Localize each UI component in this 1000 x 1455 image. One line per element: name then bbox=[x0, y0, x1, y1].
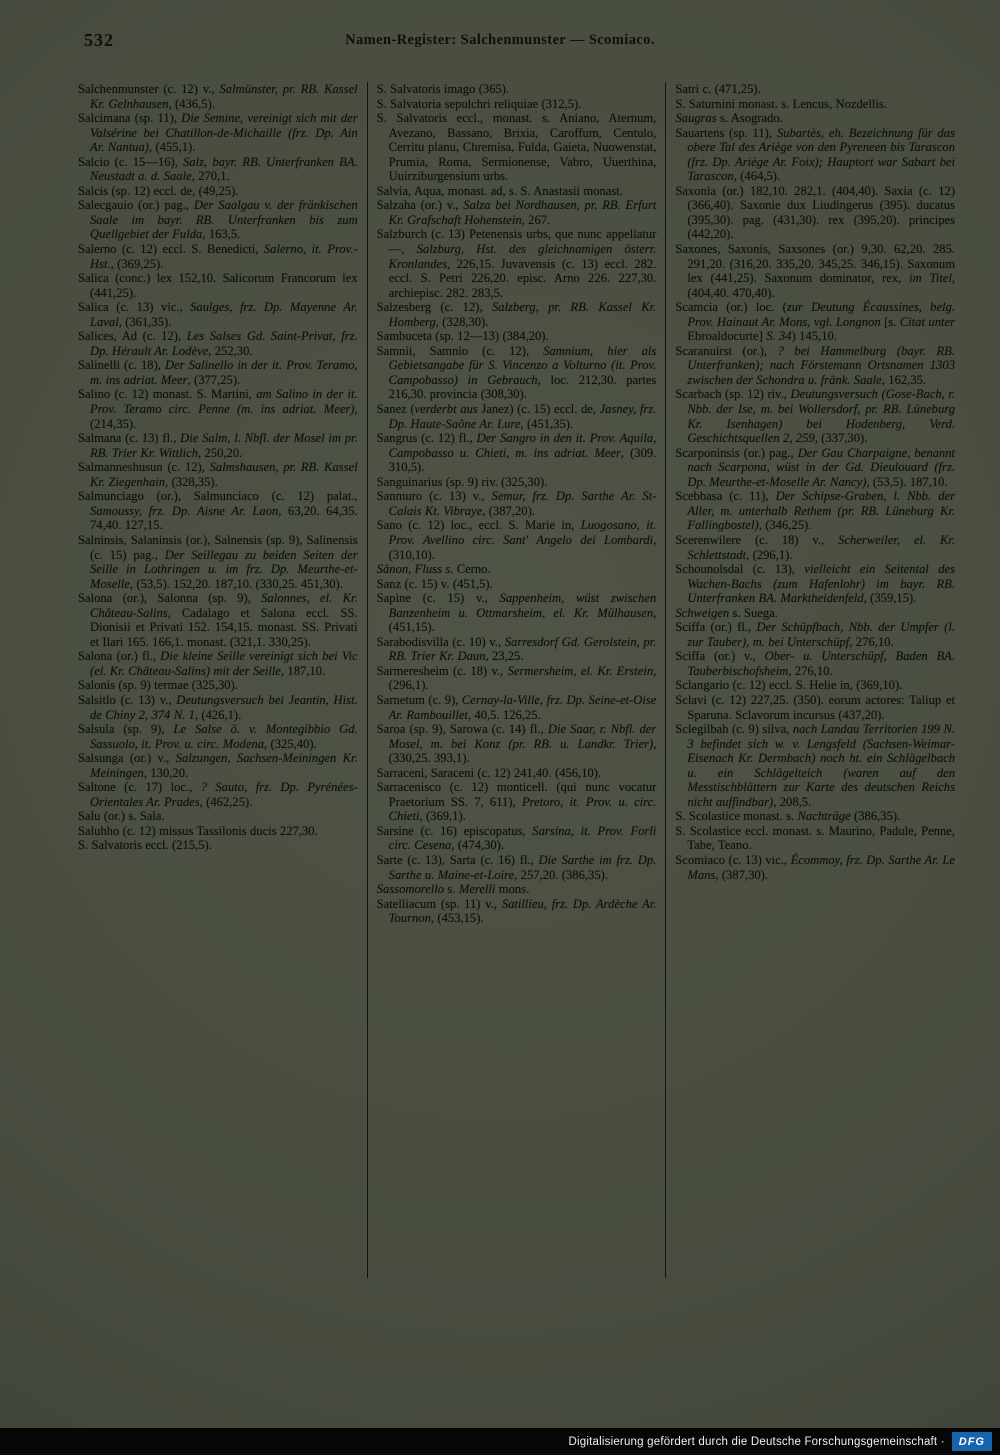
entry-text: Salerno, it. Prov.-Hst. bbox=[90, 242, 358, 271]
entry-text: , (404,40. 470,40). bbox=[687, 271, 956, 300]
index-entry bbox=[377, 431, 657, 475]
entry-text: Cerno. bbox=[453, 562, 491, 577]
entry-text: , (387,30). bbox=[715, 867, 769, 882]
index-entry bbox=[377, 82, 657, 97]
index-entry bbox=[377, 475, 657, 490]
index-entry bbox=[78, 824, 358, 839]
entry-text: , (330,25. 393,1). bbox=[388, 736, 657, 766]
entry-text: Deutungsversuch (Gose-Bach, r. Nbb. der Ise, m. bei Wollersdorf, pr. RB. Lüneburg Kr. Isenhagen) bei Hodenberg, Verd. Geschichtsquellen 2, 259 bbox=[687, 387, 956, 446]
entry-text: Le Salse ö. v. Montegibbio Gd. Sassuolo, it. Prov. u. circ. Modena bbox=[90, 722, 358, 751]
index-entry bbox=[675, 853, 955, 882]
entry-text: , (369,25). bbox=[110, 256, 164, 271]
entry-text: Cernay-la-Ville, frz. Dp. Seine-et-Oise Ar. Rambouillet bbox=[388, 692, 657, 722]
index-entry bbox=[675, 242, 955, 300]
entry-text: Satelliacum (sp. 11) v., bbox=[376, 896, 502, 911]
entry-text: , 226,15. Juvavensis (c. 13) eccl. 282. eccl. S. Petri 226,20. episc. Arno 226. 227,30. archiepisc. 282. 283,5. bbox=[388, 256, 657, 300]
entry-text: Janez) (c. 15) eccl. de, bbox=[477, 402, 600, 417]
index-entry bbox=[377, 562, 657, 577]
index-entry bbox=[78, 111, 358, 155]
entry-text: Luogosano, it. Prov. Avellino circ. Sant' Angelo dei Lombardi bbox=[388, 518, 657, 547]
entry-text: Die kleine Seille vereinigt sich bei Vic (el. Kr. Château-Salins) mit der Seille bbox=[90, 649, 358, 678]
index-entry bbox=[377, 635, 657, 664]
index-entry bbox=[78, 678, 358, 693]
entry-text: Sambuceta (sp. 12—13) (384,20). bbox=[376, 329, 549, 344]
entry-text: Salcis (sp. 12) eccl. de, (49,25). bbox=[78, 183, 239, 198]
entry-text: Die Semine, vereinigt sich mit der Valsérine bei Chatillon-de-Michaille (frz. Dp. Ain Ar. Nantua) bbox=[90, 111, 358, 155]
entry-text: nach Landau Territorien 199 N. 3 befindet sich w. v. Lengsfeld (Sachsen-Weimar-Eisenach Kr. Dermbach) noch ht. ein Schlägelbach u. ein Schlägelteich (waren auf den Messtischblättern zur Karte des deutschen Reichs nicht auffindbar) bbox=[687, 722, 956, 809]
entry-text: Sermersheim, el. Kr. Erstein bbox=[507, 663, 654, 678]
index-entry bbox=[675, 344, 955, 388]
entry-text: , 270,1. bbox=[191, 169, 230, 184]
index-entry bbox=[377, 97, 657, 112]
entry-text: Ebroaldocurte] bbox=[687, 329, 767, 344]
index-entry bbox=[377, 329, 657, 344]
entry-text: Scarponinsis (or.) pag., bbox=[675, 445, 798, 460]
entry-text: , (346,25). bbox=[758, 518, 812, 533]
entry-text: Saxones, Saxonis, Saxsones (or.) 9,30. 62,20. 285. 291,20. (316,20. 335,20. 345,25. 346,15). Saxonum lex (441,25). Saxonum dominator, rex, bbox=[675, 242, 956, 286]
index-entry bbox=[377, 897, 657, 926]
index-entry bbox=[675, 809, 955, 824]
entry-text: S. Scolastice monast. s. bbox=[675, 809, 798, 824]
index-entry bbox=[78, 809, 358, 824]
entry-text: Die Sarthe im frz. Dp. Sarthe u. Maine-et-Loire bbox=[388, 852, 657, 882]
index-entry bbox=[78, 431, 358, 460]
entry-text: Salu (or.) s. Sala. bbox=[78, 809, 165, 824]
index-entry bbox=[675, 97, 955, 112]
index-entry bbox=[377, 300, 657, 329]
entry-text: Sclavi (c. 12) 227,25. (350). eorum actores: Taliup et Sparuna. Sclavorum incursus (437,20). bbox=[675, 692, 956, 722]
entry-text: , (328,35). bbox=[165, 474, 218, 489]
entry-text: Sarraceni, Saraceni (c. 12) 241,40. (456,10). bbox=[376, 765, 602, 780]
index-columns bbox=[78, 82, 964, 1278]
entry-text: , (328,30). bbox=[435, 314, 489, 329]
entry-text: Deutungsversuch bei Jeantin, Hist. de Chiny 2, 374 N. 1 bbox=[90, 692, 358, 722]
entry-text: Der Schipse-Graben, l. Nbb. der Aller, m. unterhalb Rethem (pr. RB. Lüneburg Kr. Fallingbostel) bbox=[687, 489, 956, 533]
entry-text: Scamcia (or.) loc. ( bbox=[675, 300, 787, 315]
dfg-logo: DFG bbox=[952, 1432, 992, 1451]
entry-text: Salsunga (or.) v., bbox=[78, 751, 176, 766]
entry-text: S. Salvatoris eccl. (215,5). bbox=[78, 838, 212, 853]
index-entry bbox=[675, 620, 955, 649]
entry-text: , 130,20. bbox=[143, 765, 189, 780]
entry-text: , (310,10). bbox=[388, 532, 657, 562]
index-entry bbox=[377, 402, 657, 431]
entry-text: Salonnes, el. Kr. Château-Salins bbox=[90, 591, 358, 620]
entry-text: Samoussy, frz. Dp. Aisne Ar. Laon bbox=[90, 503, 279, 518]
entry-text: Scebbasa (c. 11), bbox=[675, 489, 776, 504]
entry-text: S. Saturnini monast. s. Lencus, Nozdellis. bbox=[675, 96, 887, 111]
index-entry bbox=[78, 489, 358, 533]
entry-text: , 187,10. bbox=[280, 663, 326, 678]
entry-text: , 163,5. bbox=[202, 227, 241, 242]
entry-text: Sanguinarius (sp. 9) riv. (325,30). bbox=[376, 474, 548, 489]
entry-text: , 276,10. bbox=[849, 634, 894, 649]
entry-text: Salica (conc.) lex 152,10. Salicorum Francorum lex (441,25). bbox=[78, 271, 358, 300]
entry-text: Saroa (sp. 9), Sarowa (c. 14) fl., bbox=[376, 722, 548, 737]
entry-text: , (387,20). bbox=[482, 503, 535, 518]
entry-text: , (474,30). bbox=[451, 838, 505, 853]
entry-text: Salz, bayr. RB. Unterfranken BA. Neustadt a. d. Saale bbox=[90, 154, 358, 184]
index-entry bbox=[78, 198, 358, 242]
page-header-row bbox=[0, 30, 1000, 54]
entry-text: Sano (c. 12) loc., eccl. S. Marie in, bbox=[376, 518, 581, 533]
index-entry bbox=[675, 446, 955, 490]
entry-text: Salmanneshusun (c. 12), bbox=[78, 460, 210, 475]
entry-text: im Titel bbox=[909, 271, 952, 286]
entry-text: Sciffa (or.) fl., bbox=[675, 620, 757, 635]
entry-text: Saulges, frz. Dp. Mayenne Ar. Laval bbox=[90, 300, 358, 329]
index-entry bbox=[377, 111, 657, 184]
entry-text: Der Schüpfbach, Nbb. der Umpfer (l. zur Tauber), m. bei Unterschüpf bbox=[687, 620, 956, 649]
entry-text: , (455,1). bbox=[148, 140, 196, 155]
entry-text: , (296,1). bbox=[746, 547, 793, 562]
entry-text: Subartès, eh. Bezeichnung für das obere Tal des Ariège von den Pyreneen bis Tarascon (frz. Dp. Ariège Ar. Foix); Hauptort war Sabart bei Tarascon bbox=[687, 125, 956, 184]
entry-text: Salzungen, Sachsen-Meiningen Kr. Meiningen bbox=[90, 751, 358, 780]
entry-text: Sappenheim, wüst zwischen Banzenheim u. Ottmarsheim, el. Kr. Mülhausen bbox=[388, 591, 657, 620]
index-entry bbox=[675, 606, 955, 621]
entry-text: verderbt aus bbox=[414, 402, 478, 417]
entry-text: , (53,5). 187,10. bbox=[866, 474, 948, 489]
index-entry bbox=[78, 358, 358, 387]
entry-text: Salmünster, pr. RB. Kassel Kr. Gelnhausen bbox=[90, 82, 358, 111]
index-entry bbox=[78, 155, 358, 184]
index-entry bbox=[78, 242, 358, 271]
entry-text: Der Salinello in der it. Prov. Teramo, m. ins adriat. Meer bbox=[90, 358, 358, 387]
entry-text: Sarsina, it. Prov. Forlì circ. Cesena bbox=[388, 823, 657, 853]
entry-text: s. Asogrado. bbox=[716, 111, 783, 126]
index-entry bbox=[675, 722, 955, 809]
index-entry bbox=[377, 824, 657, 853]
index-entry bbox=[377, 882, 657, 897]
entry-text: , (309. 310,5). bbox=[388, 445, 657, 475]
entry-text: Der Sangro in den it. Prov. Aquila, Campobasso u. Chieti, m. ins adriat. Meer bbox=[388, 431, 657, 460]
entry-text: Scherweiler, el. Kr. Schlettstadt bbox=[687, 532, 956, 562]
index-entry bbox=[675, 184, 955, 242]
index-entry bbox=[675, 533, 955, 562]
footer-credit-text: Digitalisierung gefördert durch die Deutsche Forschungsgemeinschaft · bbox=[568, 1435, 945, 1448]
entry-text: , (451,15). bbox=[388, 605, 657, 635]
entry-text: Scerenwilere (c. 18) v., bbox=[675, 532, 839, 547]
index-entry bbox=[78, 184, 358, 199]
entry-text: Sanez ( bbox=[376, 402, 415, 417]
entry-text: , (361,35). bbox=[118, 314, 172, 329]
index-entry bbox=[675, 387, 955, 445]
entry-text: , (453,15). bbox=[430, 911, 484, 926]
index-entry bbox=[78, 780, 358, 809]
entry-text: Salchenmunster (c. 12) v., bbox=[78, 82, 220, 96]
entry-text: Schweigen bbox=[675, 605, 730, 620]
entry-text: S. Scolastice eccl. monast. s. Maurino, Padule, Penne, Tabe, Teano. bbox=[675, 823, 956, 853]
entry-text: Écommoy, frz. Dp. Sarthe Ar. Le Mans bbox=[687, 852, 956, 882]
entry-text: Saxonia (or.) 182,10. 282,1. (404,40). Saxia (c. 12) (366,40). Saxonie dux Liudingerus (395). ducatus (395,30). pag. (431,30). rex (395,20). principes (442,20). bbox=[675, 183, 956, 242]
entry-text: , (464,5). bbox=[733, 169, 781, 184]
entry-text: Schounolsdal (c. 13), bbox=[675, 562, 805, 577]
entry-text: vielleicht ein Seitental des Wachen-Bachs (zum Hafenlohr) im bayr. RB. Unterfranken BA. Marktheidenfeld bbox=[687, 562, 956, 606]
index-entry bbox=[377, 693, 657, 722]
entry-text: Sarmeresheim (c. 18) v., bbox=[376, 663, 508, 678]
entry-text: , 257,20. (386,35). bbox=[514, 867, 608, 882]
index-entry bbox=[377, 227, 657, 300]
entry-text: ) 145,10. bbox=[791, 329, 837, 344]
entry-text: Salmana (c. 13) fl., bbox=[78, 431, 181, 446]
index-entry bbox=[78, 751, 358, 780]
entry-text: Salona (or.), Salonna (sp. 9), bbox=[78, 591, 262, 606]
index-column-1 bbox=[78, 82, 367, 1278]
entry-text: Salzberg, pr. RB. Kassel Kr. Homberg bbox=[388, 300, 657, 329]
entry-text: S. 34 bbox=[766, 329, 792, 344]
entry-text: Sarnetum (c. 9), bbox=[376, 692, 462, 707]
index-entry bbox=[78, 533, 358, 591]
page-number: 532 bbox=[84, 30, 114, 50]
entry-text: Salinelli (c. 18), bbox=[78, 358, 165, 373]
index-entry bbox=[78, 722, 358, 751]
entry-text: Sarresdorf Gd. Gerolstein, pr. RB. Trier Kr. Daun bbox=[388, 634, 657, 664]
entry-text: Salmshausen, pr. RB. Kassel Kr. Ziegenhain bbox=[90, 460, 358, 489]
index-column-2 bbox=[367, 82, 666, 1278]
entry-text: zur Deutung Écaussines, belg. Prov. Hainaut Ar. Mons, vgl. Longnon bbox=[687, 300, 956, 329]
entry-text: Salzaha (or.) v., bbox=[376, 198, 464, 213]
entry-text: , (369,1). bbox=[419, 809, 466, 824]
index-entry bbox=[675, 693, 955, 722]
index-column-3 bbox=[665, 82, 964, 1278]
entry-text: Salsula (sp. 9), bbox=[78, 722, 174, 737]
entry-text: , (325,40). bbox=[264, 736, 317, 751]
entry-text: Salcimana (sp. 11), bbox=[78, 111, 182, 126]
entry-text: , (426,1). bbox=[194, 707, 242, 722]
entry-text: Satillieu, frz. Dp. Ardèche Ar. Tournon bbox=[388, 896, 657, 926]
entry-text: [s. bbox=[880, 314, 900, 329]
entry-text: am Salino in der it. Prov. Teramo circ. Penne (m. ins adriat. Meer) bbox=[90, 387, 358, 417]
index-entry bbox=[675, 111, 955, 126]
index-entry bbox=[675, 82, 955, 97]
digitization-footer-bar bbox=[0, 1428, 1000, 1455]
entry-text: Salonis (sp. 9) termae (325,30). bbox=[78, 678, 238, 693]
entry-text: Scarbach (sp. 12) riv., bbox=[675, 387, 791, 402]
entry-text: Saltone (c. 17) loc., bbox=[78, 780, 201, 795]
index-entry bbox=[675, 489, 955, 533]
index-entry bbox=[675, 126, 955, 184]
entry-text: Sarabodisvilla (c. 10) v., bbox=[376, 634, 505, 649]
entry-text: Les Salses Gd. Saint-Privat, frz. Dp. Hérault Ar. Lodève bbox=[90, 329, 358, 358]
entry-text: Sclangario (c. 12) eccl. S. Helie in, (369,10). bbox=[675, 678, 903, 693]
entry-text: , 252,30. bbox=[208, 343, 253, 358]
index-entry bbox=[675, 649, 955, 678]
entry-text: S. Salvatoris eccl., monast. s. Aniano, Aternum, Avezano, Bassano, Brixia, Caroffum, Centulo, Cerritu planu, Chremisa, Fulda, Gaieta, Nuowenstat, Prumia, Roma, Sermionense, Vabro, Uuerthina, Uuirziburgensium urbs. bbox=[376, 111, 657, 184]
index-entry bbox=[78, 591, 358, 649]
entry-text: ? Sauto, frz. Dp. Pyrénées-Orientales Ar. Prades bbox=[90, 780, 358, 809]
index-entry bbox=[675, 300, 955, 344]
entry-text: Saluhho (c. 12) missus Tassilonis ducis 227,30. bbox=[78, 823, 318, 838]
entry-text: , 63,20. 64,35. 74,40. 127,15. bbox=[90, 503, 358, 533]
entry-text: Der Gau Charpaigne, benannt nach Scarpona, wüst in der Gd. Dieulouard (frz. Dp. Meurthe-et-Moselle Ar. Nancy) bbox=[687, 445, 956, 489]
entry-text: , 267. bbox=[521, 212, 551, 227]
entry-text: , (377,25). bbox=[187, 372, 241, 387]
index-entry bbox=[78, 387, 358, 431]
entry-text: Semur, frz. Dp. Sarthe Ar. St-Calais Kt. Vibraye bbox=[388, 489, 657, 518]
entry-text: Nachträge bbox=[797, 809, 851, 824]
index-entry bbox=[78, 82, 358, 111]
entry-text: , 40,5. 126,25. bbox=[467, 707, 541, 722]
entry-text: Salninsis, Salaninsis (or.), Salnensis (sp. 9), Salinensis (c. 15) pag., bbox=[78, 532, 358, 562]
entry-text: Salzesberg (c. 12), bbox=[376, 300, 492, 315]
entry-text: , 276,10. bbox=[788, 663, 833, 678]
entry-text: Sarracenisco (c. 12) monticell. (qui nunc vocatur Praetorium SS. 7, 611), bbox=[376, 780, 657, 809]
entry-text: Der Seillegau zu beiden Seiten der Seille in Lothringen u. im frz. Dp. Meurthe-et-Moselle bbox=[90, 547, 358, 591]
entry-text: , 23,25. bbox=[485, 649, 524, 664]
index-entry bbox=[78, 271, 358, 300]
index-entry bbox=[377, 722, 657, 766]
index-entry bbox=[78, 838, 358, 853]
entry-text: Salsitlo (c. 13) v., bbox=[78, 692, 177, 707]
entry-text: Salerno (c. 12) eccl. S. Benedicti, bbox=[78, 242, 264, 257]
index-entry bbox=[377, 664, 657, 693]
index-entry bbox=[377, 766, 657, 781]
entry-text: Salino (c. 12) monast. S. Martini, bbox=[78, 387, 257, 402]
entry-text: Sanmuro (c. 13) v., bbox=[376, 489, 492, 504]
entry-text: Die Salm, l. Nbfl. der Mosel im pr. RB. Trier Kr. Wittlich bbox=[90, 431, 358, 460]
entry-text: Samnium, hier als Gebietsangabe für S. Vincenzo a Volturno (it. Prov. Campobasso) in Gebrauch bbox=[388, 343, 657, 387]
entry-text: Salices, Ad (c. 12), bbox=[78, 329, 187, 344]
entry-text: Der Saalgau v. der fränkischen Saale im bayr. RB. Unterfranken bis zum Quellgebiet der Fulda bbox=[90, 198, 358, 242]
entry-text: , Cadalago et Salona eccl. SS. Dionisii et Privati 152. 154,15. monast. SS. Privati et Ilari 165. 166,1. monast. (321,1. 330,25). bbox=[90, 605, 358, 649]
entry-text: , (296,1). bbox=[388, 663, 657, 693]
entry-text: , (359,15). bbox=[863, 591, 917, 606]
entry-text: Sclegilbah (c. 9) silva, bbox=[675, 722, 793, 737]
entry-text: S. Salvatoris imago (365). bbox=[376, 82, 510, 96]
index-entry bbox=[377, 198, 657, 227]
entry-text: Sarsine (c. 16) episcopatus, bbox=[376, 823, 533, 838]
index-entry bbox=[377, 489, 657, 518]
entry-text: Satri c. (471,25). bbox=[675, 82, 761, 96]
entry-text: Salica (c. 13) vic., bbox=[78, 300, 191, 315]
entry-text: Sanz (c. 15) v. (451,5). bbox=[376, 576, 493, 591]
entry-text: Pretoro, it. Prov. u. circ. Chieti bbox=[388, 794, 657, 824]
index-entry bbox=[377, 184, 657, 199]
entry-text: Samnii, Samnio (c. 12), bbox=[376, 343, 544, 358]
entry-text: Salmunciago (or.), Salmunciaco (c. 12) palat., bbox=[78, 489, 358, 504]
entry-text: Merelli bbox=[458, 882, 496, 897]
index-entry bbox=[377, 577, 657, 592]
index-entry bbox=[377, 591, 657, 635]
index-entry bbox=[78, 460, 358, 489]
index-entry bbox=[78, 329, 358, 358]
index-entry bbox=[78, 693, 358, 722]
entry-text: Salza bei Nordhausen, pr. RB. Erfurt Kr. Grafschaft Hohenstein bbox=[388, 198, 657, 227]
entry-text: , (451,35). bbox=[520, 416, 574, 431]
entry-text: Salcio (c. 15—16), bbox=[78, 154, 184, 169]
entry-text: , (214,35). bbox=[90, 402, 358, 431]
entry-text: Saugras bbox=[675, 111, 717, 126]
index-entry bbox=[78, 300, 358, 329]
entry-text: Salzburch (c. 13) Petenensis urbs, que nunc appellatur —, bbox=[376, 227, 657, 257]
entry-text: Sarte (c. 13), Sarta (c. 16) fl., bbox=[376, 852, 539, 867]
entry-text: Salzburg, Hst. des gleichnamigen österr. Kronlandes bbox=[388, 242, 657, 271]
entry-text: Scaranuirst (or.), bbox=[675, 343, 778, 358]
entry-text: Sangrus (c. 12) fl., bbox=[376, 431, 477, 446]
entry-text: Jasney, frz. Dp. Haute-Saône Ar. Lure bbox=[388, 402, 657, 431]
entry-text: s. bbox=[444, 882, 459, 897]
entry-text: , loc. 212,30. partes 216,30. provincia (308,30). bbox=[388, 372, 657, 402]
entry-text: , 208,5. bbox=[773, 794, 812, 809]
entry-text: Sapine (c. 15) v., bbox=[376, 591, 500, 606]
entry-text: Salona (or.) fl., bbox=[78, 649, 161, 664]
index-entry bbox=[78, 649, 358, 678]
entry-text: Sauartens (sp. 11), bbox=[675, 125, 777, 140]
entry-text: Die Saar, r. Nbfl. der Mosel, m. bei Konz (pr. RB. u. Landkr. Trier) bbox=[388, 722, 657, 751]
running-title: Namen-Register: Salchenmunster — Scomiaco. bbox=[345, 32, 655, 48]
entry-text: Ober- u. Unterschüpf, Baden BA. Tauberbischofsheim bbox=[687, 649, 956, 678]
entry-text: , 250,20. bbox=[198, 445, 243, 460]
entry-text: mons. bbox=[495, 882, 530, 897]
index-entry bbox=[377, 780, 657, 824]
entry-text: Scomiaco (c. 13) vic., bbox=[675, 852, 791, 867]
entry-text: ? bei Hammelburg (bayr. RB. Unterfranken); nach Förstemann Ortsnamen 1303 zwischen der Schondra u. fränk. Saale bbox=[687, 343, 956, 387]
entry-text: S. Salvatoria sepulchri reliquiae (312,5). bbox=[376, 96, 582, 111]
entry-text: Salvia, Aqua, monast. ad, s. S. Anastasii monast. bbox=[376, 183, 623, 198]
index-entry bbox=[377, 518, 657, 562]
index-entry bbox=[377, 853, 657, 882]
entry-text: Sânon, Fluss s. bbox=[376, 562, 454, 577]
entry-text: , (462,25). bbox=[199, 794, 253, 809]
entry-text: s. Suega. bbox=[729, 605, 778, 620]
entry-text: , (337,30). bbox=[814, 431, 868, 446]
entry-text: (386,35). bbox=[850, 809, 901, 824]
entry-text: Salecgauio (or.) pag., bbox=[78, 198, 194, 213]
index-entry bbox=[675, 562, 955, 606]
index-entry bbox=[377, 344, 657, 402]
entry-text: Citat unter bbox=[899, 314, 956, 329]
entry-text: , (436,5). bbox=[168, 96, 215, 111]
entry-text: , (53,5). 152,20. 187,10. (330,25. 451,30). bbox=[129, 576, 343, 591]
entry-text: Sciffa (or.) v., bbox=[675, 649, 765, 664]
entry-text: , 162,35. bbox=[881, 372, 927, 387]
entry-text: Sassomorello bbox=[376, 882, 445, 897]
index-entry bbox=[675, 678, 955, 693]
index-entry bbox=[675, 824, 955, 853]
